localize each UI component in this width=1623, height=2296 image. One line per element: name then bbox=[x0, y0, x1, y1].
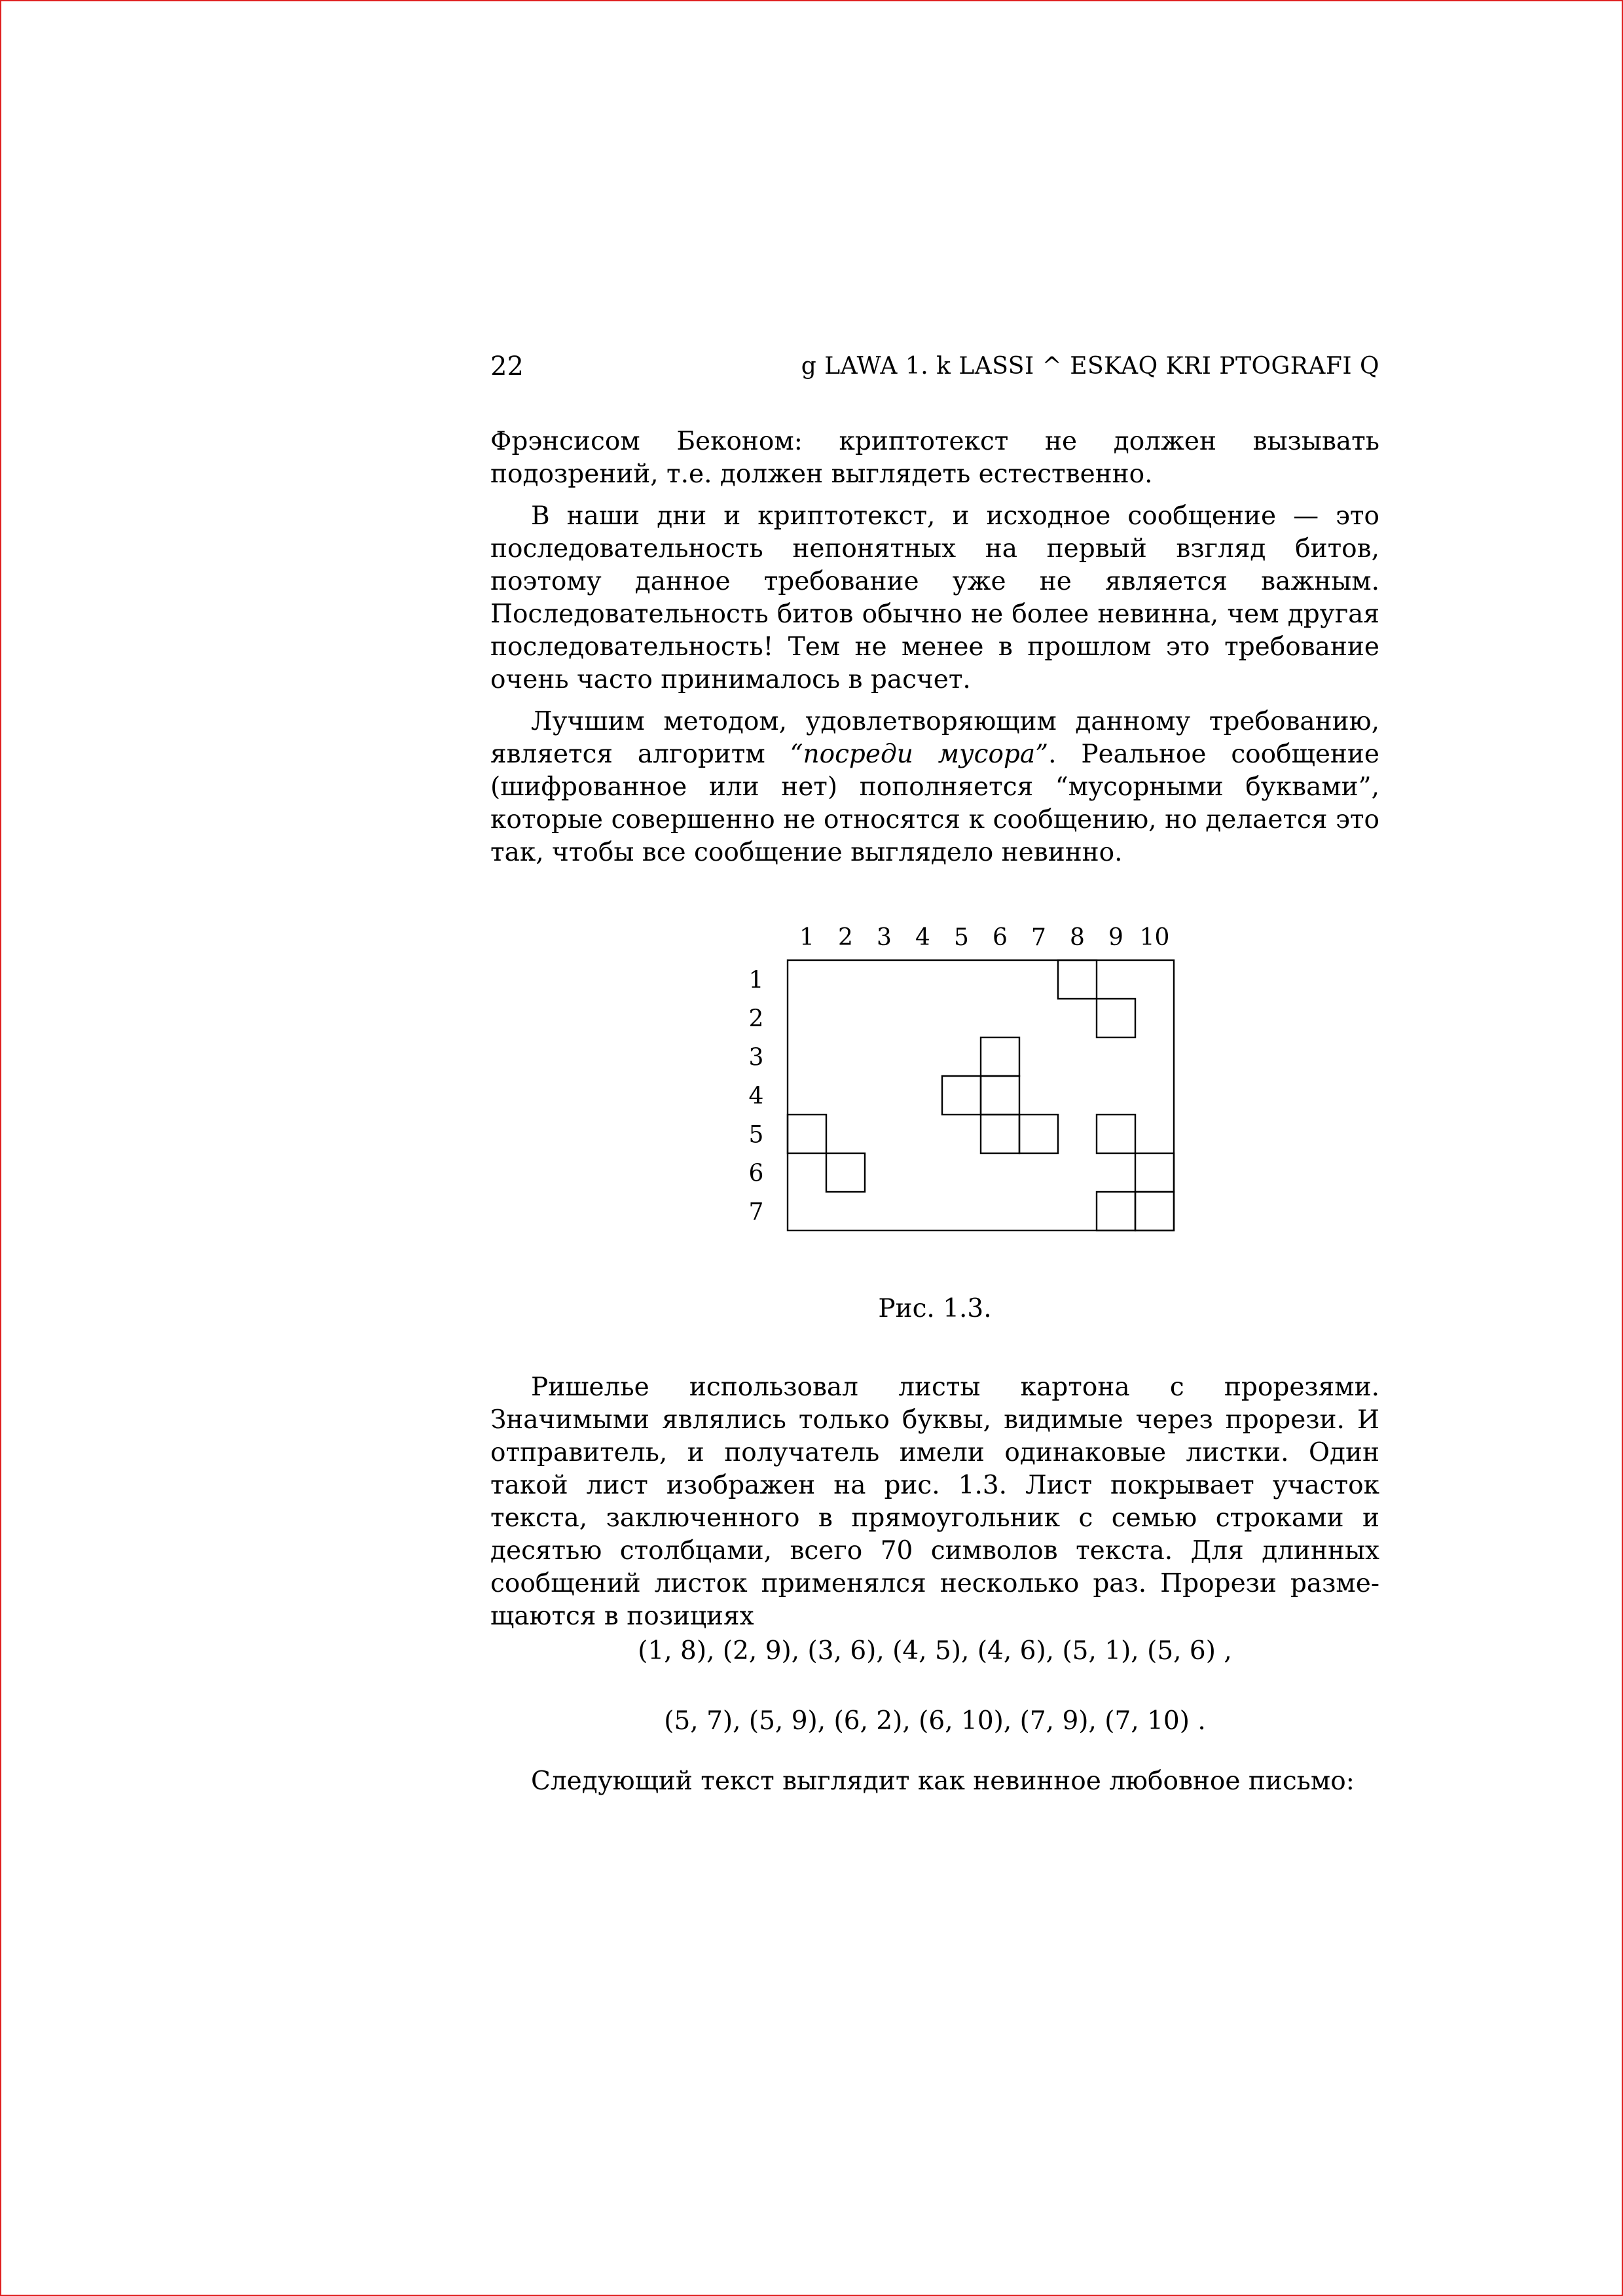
grille-hole bbox=[981, 1037, 1019, 1076]
row-label: 3 bbox=[748, 1044, 764, 1071]
grille-hole bbox=[1135, 1192, 1174, 1230]
column-label: 1 bbox=[799, 924, 814, 951]
column-label: 2 bbox=[838, 924, 853, 951]
column-label: 5 bbox=[954, 924, 969, 951]
paragraph-5: Следующий текст выглядит как невинное любовное письмо: bbox=[531, 1767, 1355, 1796]
body-text-bottom bbox=[490, 1371, 1379, 1633]
grille-hole bbox=[1058, 960, 1097, 999]
formula-line-1: (1, 8), (2, 9), (3, 6), (4, 5), (4, 6), (5, 1), (5, 6) , bbox=[638, 1636, 1232, 1666]
column-label: 10 bbox=[1139, 924, 1170, 951]
column-label: 6 bbox=[993, 924, 1008, 951]
grille-hole bbox=[788, 1115, 826, 1153]
column-label: 7 bbox=[1031, 924, 1046, 951]
row-label: 2 bbox=[748, 1005, 764, 1033]
holes bbox=[788, 960, 1174, 1230]
paragraph-3-start: Лучшим методом, удовлетворяющим данному требованию, является алгоритм bbox=[490, 707, 1379, 769]
grille-hole bbox=[1135, 1153, 1174, 1192]
paragraph-1: Фрэнсисом Беконом: криптотекст не должен вызывать подозрений, т.е. должен выглядеть естественно. bbox=[490, 427, 1379, 489]
row-label: 1 bbox=[748, 967, 764, 994]
grille-hole bbox=[826, 1153, 865, 1192]
column-label: 9 bbox=[1108, 924, 1123, 951]
formula-line-2: (5, 7), (5, 9), (6, 2), (6, 10), (7, 9), (7, 10) . bbox=[664, 1706, 1206, 1736]
column-label: 3 bbox=[877, 924, 892, 951]
row-label: 4 bbox=[748, 1083, 764, 1110]
row-label: 7 bbox=[748, 1198, 764, 1226]
column-labels bbox=[799, 924, 1169, 951]
column-label: 8 bbox=[1070, 924, 1085, 951]
grille-hole bbox=[1019, 1115, 1058, 1153]
body-text-closing bbox=[490, 1765, 1379, 1798]
page-number: 22 bbox=[490, 351, 524, 382]
column-label: 4 bbox=[915, 924, 930, 951]
row-label: 5 bbox=[748, 1121, 764, 1149]
paragraph-3-emphasis: “посреди мусора” bbox=[790, 740, 1049, 769]
paragraph-4: Ришелье использовал листы картона с прорезями. Значимыми являлись только буквы, видимые через прорези. И отправитель, и получатель имели одинаковые листки. Один такой лист изображен на рис. 1.3. Лист покрывает участок текста, заключенного в прямоугольник с семью строками и десятью столбцами, всего 70 символов текста. Для длинных сообщений листок применялся несколько раз. Прорези размещаются в позициях bbox=[490, 1372, 1379, 1631]
grille-hole bbox=[981, 1076, 1019, 1115]
body-text-top bbox=[490, 425, 1379, 869]
figure-caption: Рис. 1.3. bbox=[878, 1294, 992, 1323]
paragraph-3 bbox=[490, 706, 1379, 869]
row-labels bbox=[749, 967, 764, 1226]
grille-figure bbox=[720, 913, 1218, 1253]
paragraph-2: В наши дни и криптотекст, и исходное сообщение — это последовательность непонятных на первый взгляд битов, поэтому данное требование уже не является важным. Последовательность битов обычно не более невинна, чем другая последовательность! Тем не менее в прошлом это требование очень часто принималось в расчет. bbox=[490, 501, 1379, 694]
grille-hole bbox=[1097, 1192, 1135, 1230]
grille-hole bbox=[942, 1076, 981, 1115]
grille-hole bbox=[981, 1115, 1019, 1153]
running-head: g LAWA 1. k LASSI ^ ESKAQ KRI PTOGRAFI Q bbox=[801, 353, 1379, 380]
grille-hole bbox=[1097, 1115, 1135, 1153]
paragraph-3-end: . Реальное сообщение (шифрованное или нет) пополняется “мусорными буквами”, которые совершенно не относятся к сообщению, но делается это так, чтобы все сообщение выглядело невинно. bbox=[490, 740, 1380, 867]
grille-hole bbox=[1097, 999, 1135, 1037]
row-label: 6 bbox=[748, 1160, 764, 1187]
